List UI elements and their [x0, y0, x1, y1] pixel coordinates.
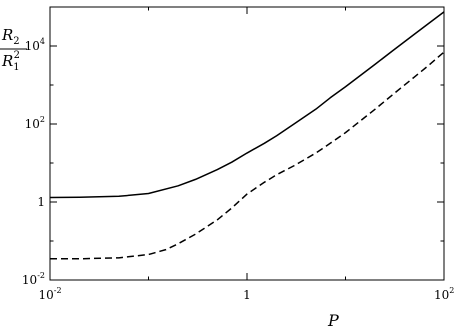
y-label-denominator-sup: 2 — [13, 50, 21, 61]
svg-text:R2 — [1, 26, 20, 47]
plot-frame — [50, 7, 444, 280]
y-label-numerator-sub: 2 — [13, 36, 20, 47]
x-tick-label: $10^{-2}$ — [38, 286, 62, 302]
y-label-denominator-sub: 1 — [13, 62, 20, 73]
series-lines — [50, 12, 444, 259]
tick-marks — [50, 7, 444, 280]
dashed-series-line — [50, 52, 444, 259]
y-label-denominator: R — [2, 52, 14, 70]
y-label-numerator: R — [2, 26, 14, 44]
y-tick-label: $10^4$ — [24, 37, 45, 53]
y-tick-label: 1 — [37, 195, 45, 209]
solid-series-line — [50, 12, 444, 198]
x-tick-label: $10^2$ — [434, 286, 454, 302]
x-tick-label: 1 — [243, 288, 251, 302]
svg-text:R12 — [1, 50, 20, 73]
y-tick-label: $10^2$ — [24, 115, 45, 131]
y-axis-label — [0, 26, 27, 73]
y-tick-label: $10^{-2}$ — [21, 271, 45, 287]
x-axis-label: P — [328, 311, 339, 329]
tick-labels — [22, 37, 454, 302]
